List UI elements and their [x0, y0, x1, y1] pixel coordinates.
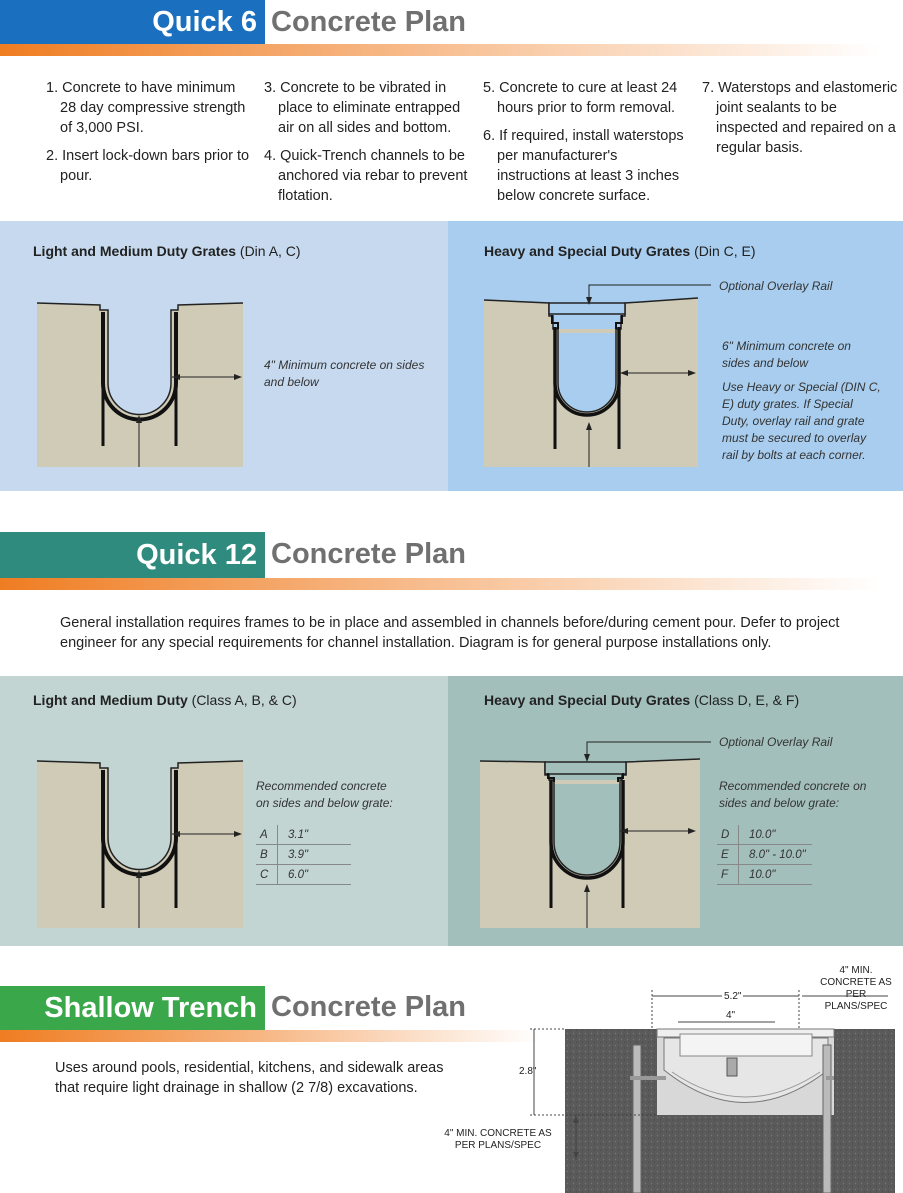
table-row — [717, 845, 812, 865]
quick12-overlay-rail-label: Optional Overlay Rail — [719, 735, 833, 749]
table-row — [717, 865, 812, 885]
shallow-title-box — [0, 986, 265, 1030]
quick6-steps-col3 — [483, 78, 688, 214]
table-value: 8.0" - 10.0" — [739, 845, 813, 865]
shallow-top-right-label: 4" MIN. CONCRETE AS PER PLANS/SPEC — [820, 965, 892, 1012]
quick12-right-title-rest: (Class D, E, & F) — [690, 692, 800, 708]
shallow-width-inner-label: 4" — [726, 1010, 736, 1021]
quick12-right-note: Recommended concrete on sides and below grate: — [719, 779, 867, 810]
quick6-step-7: 7. Waterstops and elastomeric joint sealants to be inspected and repaired on a regular basis. — [702, 80, 898, 156]
shallow-bottom-label: 4" MIN. CONCRETE AS PER PLANS/SPEC — [444, 1128, 552, 1151]
quick6-steps-col2 — [264, 78, 469, 214]
quick6-step-4: 4. Quick-Trench channels to be anchored via rebar to prevent flotation. — [264, 148, 468, 204]
quick6-right-note2: Use Heavy or Special (DIN C, E) duty grates. If Special Duty, overlay rail and grate must be secured to overlay rail by bolts at each corner. — [722, 380, 881, 462]
quick12-description: General installation requires frames to be in place and assembled in channels before/during cement pour. Defer to project engineer for any special requirements for channel installation. Diagram is for general purpose installations only. — [60, 615, 840, 651]
quick12-title-bold: Quick 12 — [136, 539, 257, 571]
quick6-step-5: 5. Concrete to cure at least 24 hours prior to form removal. — [483, 80, 678, 116]
table-row — [256, 845, 351, 865]
quick12-title-rest: Concrete Plan — [271, 538, 466, 570]
quick12-right-panel — [448, 676, 903, 946]
quick6-title-box — [0, 0, 265, 45]
quick6-left-panel — [0, 221, 448, 491]
quick12-title-box — [0, 532, 265, 579]
quick6-step-1: 1. Concrete to have minimum 28 day compressive strength of 3,000 PSI. — [46, 80, 246, 136]
quick6-step-3: 3. Concrete to be vibrated in place to eliminate entrapped air on all sides and bottom. — [264, 80, 461, 136]
quick12-left-table — [256, 825, 351, 885]
quick6-left-note: 4" Minimum concrete on sides and below — [264, 358, 425, 389]
table-value: 3.1" — [278, 825, 352, 845]
table-value: 10.0" — [739, 865, 813, 885]
table-key: F — [717, 865, 739, 885]
quick6-step-2: 2. Insert lock-down bars prior to pour. — [46, 148, 250, 184]
quick6-right-title-bold: Heavy and Special Duty Grates — [484, 243, 691, 259]
table-row — [256, 865, 351, 885]
quick12-right-table — [717, 825, 812, 885]
table-row — [717, 825, 812, 845]
quick6-light-duty-diagram — [0, 221, 448, 491]
shallow-depth-label: 2.8" — [519, 1066, 537, 1077]
quick12-left-panel — [0, 676, 448, 946]
quick6-steps-col4 — [702, 78, 902, 166]
shallow-width-outer-label: 5.2" — [724, 991, 742, 1002]
quick12-title-underline — [0, 578, 880, 590]
shallow-title-rest: Concrete Plan — [271, 991, 466, 1023]
quick6-steps-col1 — [46, 78, 251, 194]
quick6-right-note1: 6" Minimum concrete on sides and below — [722, 339, 851, 370]
table-key: A — [256, 825, 278, 845]
quick12-right-title-bold: Heavy and Special Duty Grates — [484, 692, 691, 708]
table-row — [256, 825, 351, 845]
shallow-title-bold: Shallow Trench — [44, 992, 257, 1024]
quick6-overlay-rail-label: Optional Overlay Rail — [719, 279, 833, 293]
table-value: 6.0" — [278, 865, 352, 885]
table-key: B — [256, 845, 278, 865]
table-key: D — [717, 825, 739, 845]
table-value: 10.0" — [739, 825, 813, 845]
table-value: 3.9" — [278, 845, 352, 865]
quick12-left-title-bold: Light and Medium Duty — [33, 692, 188, 708]
quick6-right-panel — [448, 221, 903, 491]
quick6-left-title-rest: (Din A, C) — [236, 243, 301, 259]
quick6-title-underline — [0, 44, 880, 56]
table-key: E — [717, 845, 739, 865]
quick6-step-6: 6. If required, install waterstops per manufacturer's instructions at least 3 inches below concrete surface. — [483, 128, 684, 204]
quick12-left-note: Recommended concrete on sides and below grate: — [256, 779, 393, 810]
quick6-title-rest: Concrete Plan — [271, 6, 466, 38]
shallow-description: Uses around pools, residential, kitchens, and sidewalk areas that require light drainage in shallow (2 7/8) excavations. — [55, 1060, 444, 1096]
quick6-right-title-rest: (Din C, E) — [690, 243, 756, 259]
table-key: C — [256, 865, 278, 885]
quick12-left-title-rest: (Class A, B, & C) — [187, 692, 297, 708]
quick6-title-bold: Quick 6 — [152, 6, 257, 38]
quick6-left-title-bold: Light and Medium Duty Grates — [33, 243, 237, 259]
